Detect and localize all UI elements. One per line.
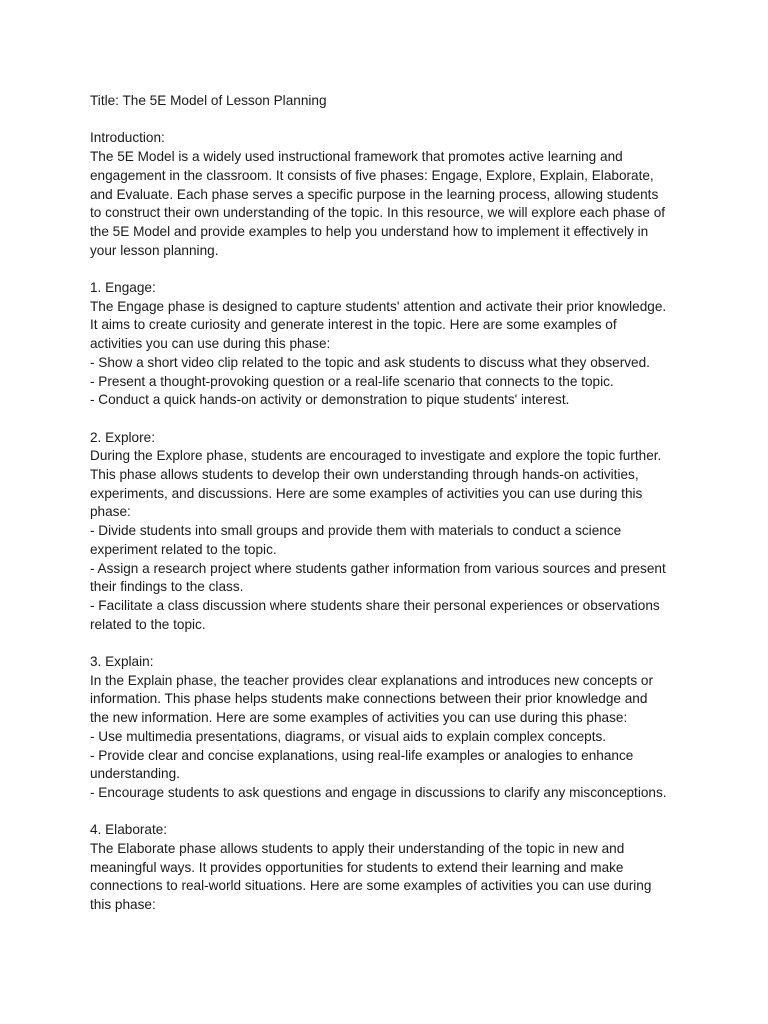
spacer — [90, 111, 690, 130]
section-line: - Divide students into small groups and provide them with materials to conduct a science — [90, 523, 622, 539]
intro-heading: Introduction: — [90, 130, 165, 146]
section-line: meaningful ways. It provides opportunities for students to extend their learning and make — [90, 859, 624, 875]
document-page — [90, 92, 690, 915]
section-line: - Show a short video clip related to the topic and ask students to discuss what they observed. — [90, 354, 650, 370]
section-line: activities you can use during this phase: — [90, 336, 331, 352]
section-line: this phase: — [90, 897, 156, 913]
spacer — [90, 803, 690, 822]
section-line: information. This phase helps students make connections between their prior knowledge and — [90, 691, 648, 707]
explore-section — [90, 429, 690, 635]
section-line: This phase allows students to develop their own understanding through hands-on activities, — [90, 467, 639, 483]
section-line: - Facilitate a class discussion where students share their personal experiences or observations — [90, 597, 660, 613]
spacer — [90, 410, 690, 429]
section-line: In the Explain phase, the teacher provides clear explanations and introduces new concepts or — [90, 672, 653, 688]
document-title: Title: The 5E Model of Lesson Planning — [90, 93, 327, 108]
section-line: experiments, and discussions. Here are some examples of activities you can use during this — [90, 485, 643, 501]
section-line: The Elaborate phase allows students to apply their understanding of the topic in new and — [90, 841, 625, 857]
section-line: - Use multimedia presentations, diagrams, or visual aids to explain complex concepts. — [90, 728, 607, 744]
intro-line: the 5E Model and provide examples to help you understand how to implement it effectively in — [90, 223, 649, 239]
section-line: During the Explore phase, students are encouraged to investigate and explore the topic further. — [90, 448, 662, 464]
section-line: experiment related to the topic. — [90, 541, 277, 557]
section-line: their findings to the class. — [90, 579, 244, 595]
section-line: It aims to create curiosity and generate interest in the topic. Here are some examples of — [90, 317, 617, 333]
section-heading: 2. Explore: — [90, 429, 155, 445]
intro-line: to construct their own understanding of the topic. In this resource, we will explore each phase of — [90, 205, 666, 221]
section-line: - Conduct a quick hands-on activity or demonstration to pique students' interest. — [90, 392, 570, 408]
intro-line: engagement in the classroom. It consists of five phases: Engage, Explore, Explain, Elaborate, — [90, 167, 654, 183]
intro-line: The 5E Model is a widely used instructional framework that promotes active learning and — [90, 149, 623, 165]
section-line: phase: — [90, 504, 131, 520]
section-heading: 4. Elaborate: — [90, 822, 168, 838]
section-line: The Engage phase is designed to capture students' attention and activate their prior knowledge. — [90, 298, 667, 314]
section-line: related to the topic. — [90, 616, 206, 632]
spacer — [90, 634, 690, 653]
section-line: - Provide clear and concise explanations, using real-life examples or analogies to enhance — [90, 747, 634, 763]
intro-line: and Evaluate. Each phase serves a specific purpose in the learning process, allowing students — [90, 186, 659, 202]
section-line: - Encourage students to ask questions and engage in discussions to clarify any misconceptions. — [90, 784, 667, 800]
section-heading: 3. Explain: — [90, 654, 154, 670]
intro-section — [90, 129, 690, 260]
engage-section — [90, 279, 690, 410]
section-line: the new information. Here are some examples of activities you can use during this phase: — [90, 710, 628, 726]
explain-section — [90, 653, 690, 803]
section-heading: 1. Engage: — [90, 280, 156, 295]
section-line: understanding. — [90, 766, 180, 782]
intro-line: your lesson planning. — [90, 242, 219, 258]
section-line: - Present a thought-provoking question or a real-life scenario that connects to the topic. — [90, 373, 614, 389]
section-line: - Assign a research project where students gather information from various sources and present — [90, 560, 666, 576]
section-line: connections to real-world situations. Here are some examples of activities you can use during — [90, 878, 652, 894]
spacer — [90, 260, 690, 279]
elaborate-section — [90, 821, 690, 915]
